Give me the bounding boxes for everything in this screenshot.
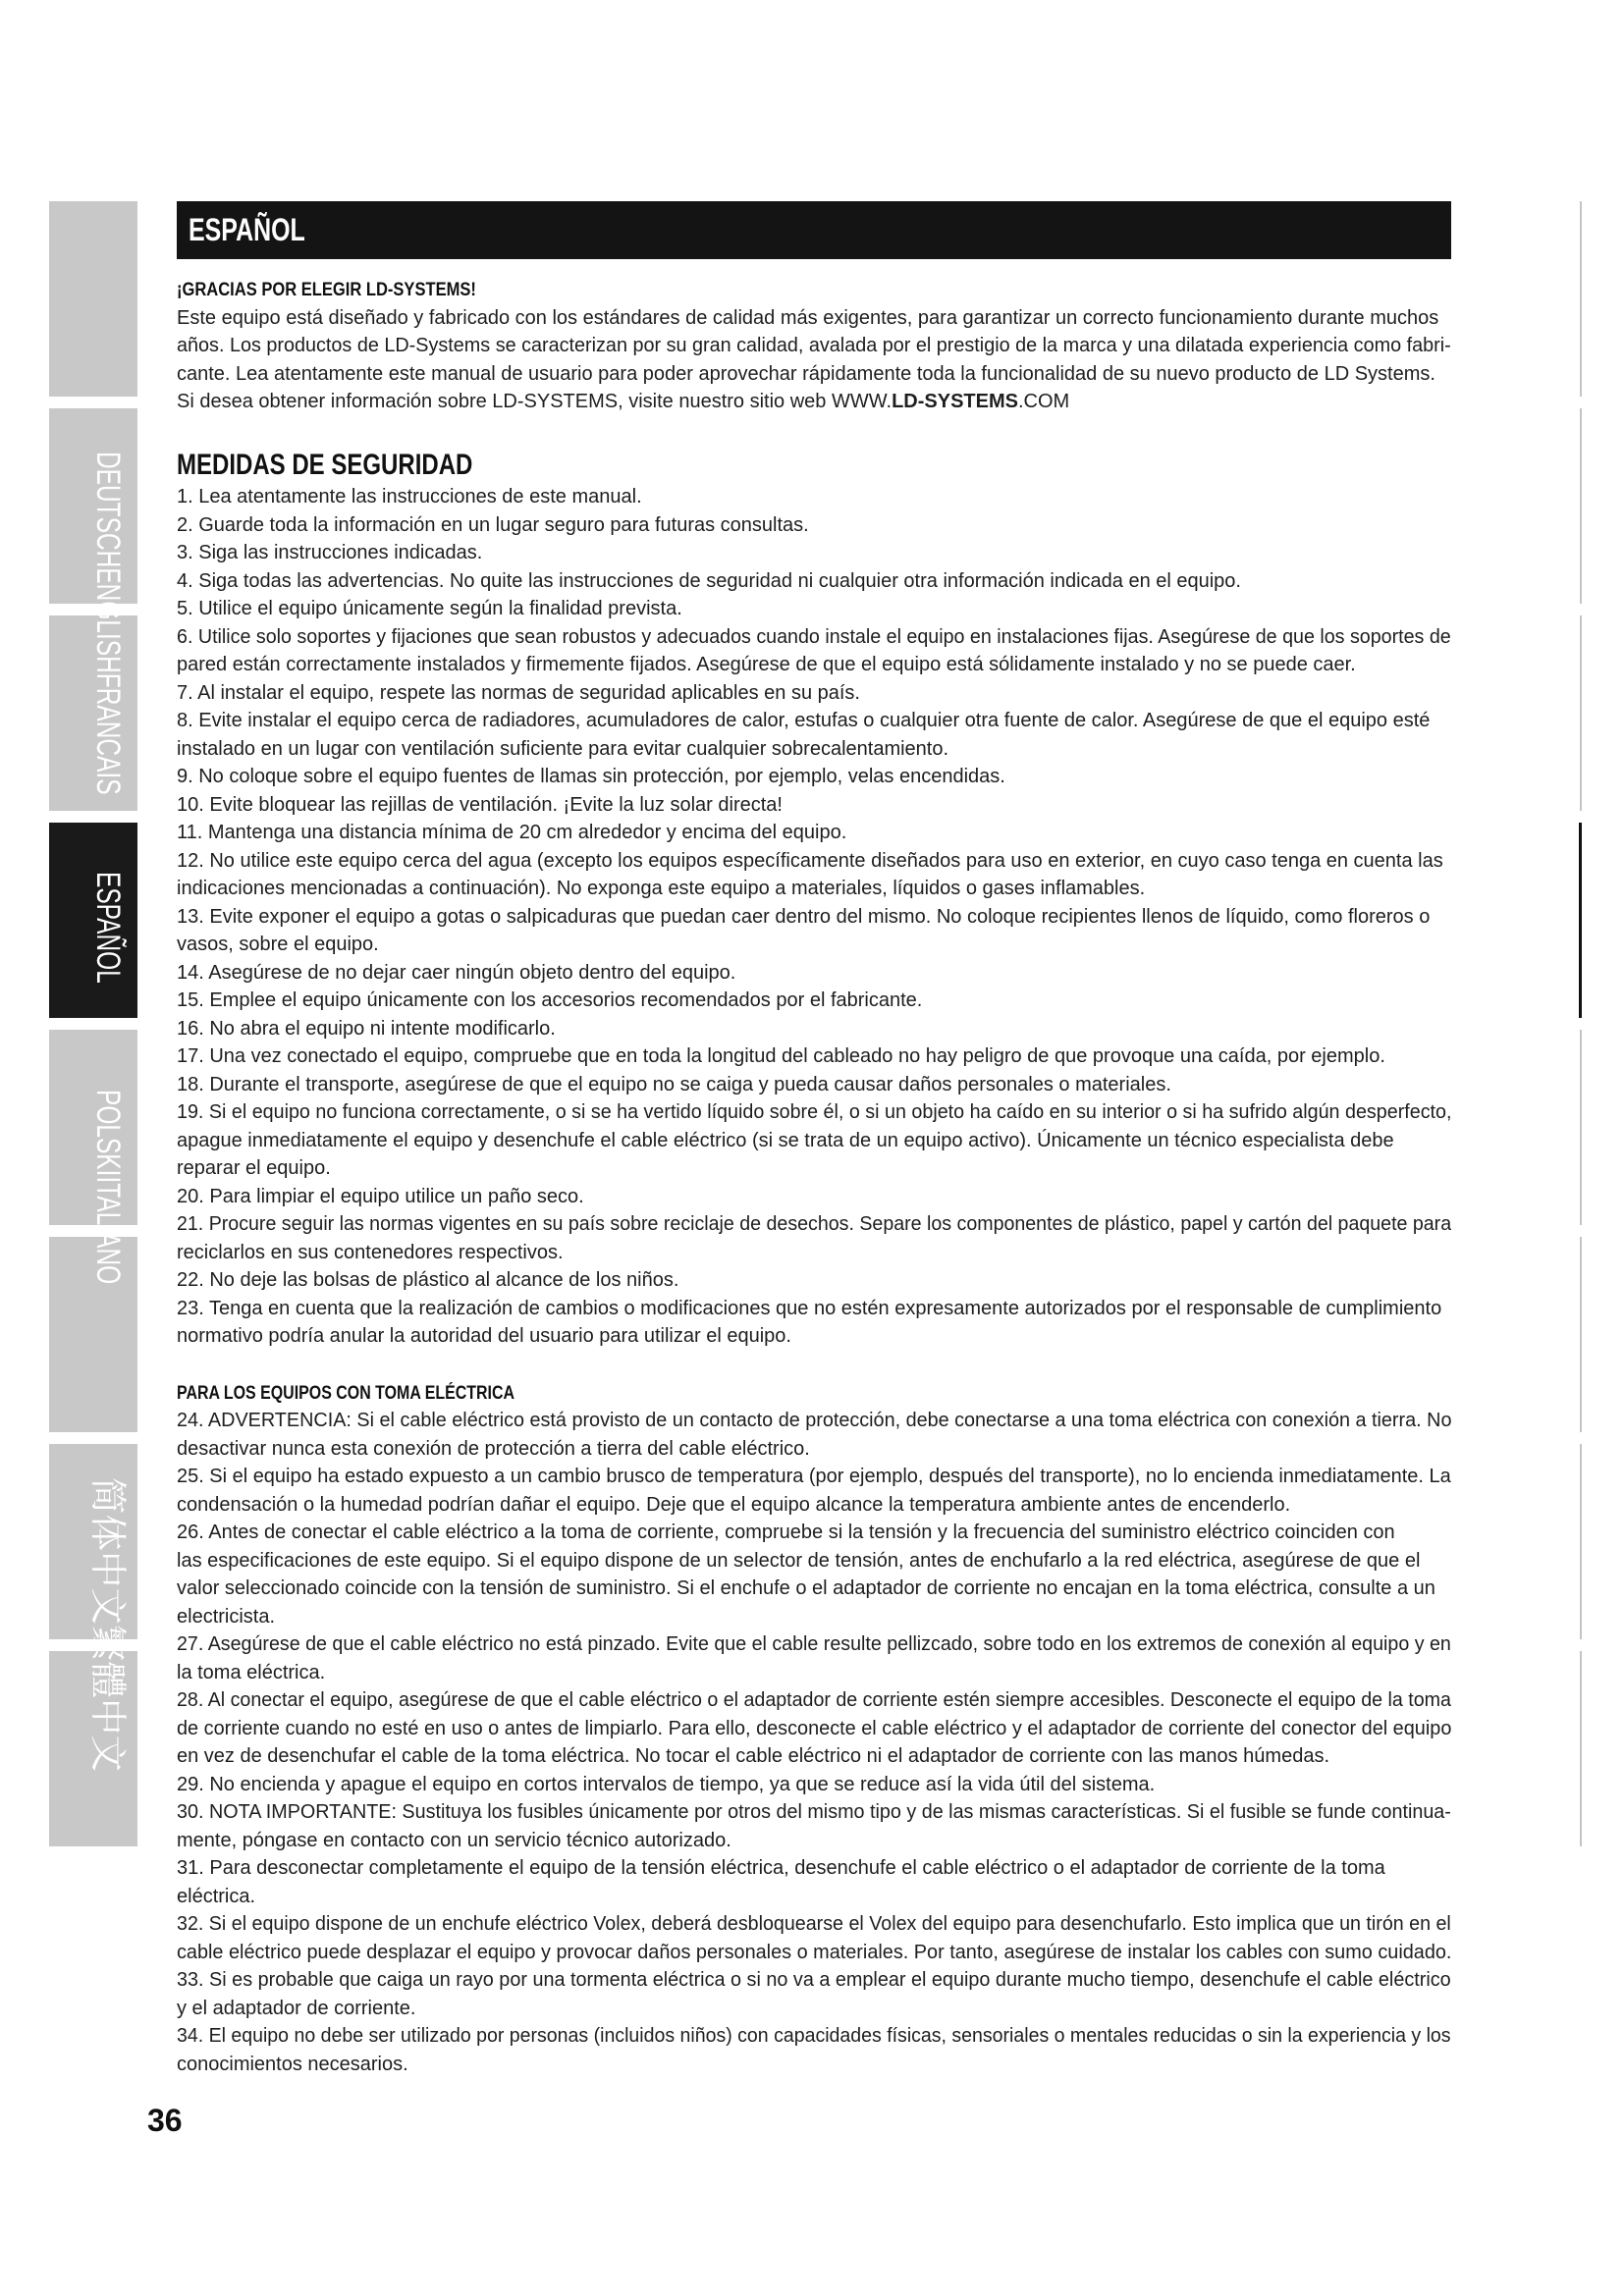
- item-line-text: 28. Al conectar el equipo, asegúrese de que el cable eléctrico o el adaptador de corriente estén siempre accesibles. Desconecte el equipo de la toma: [177, 1689, 1451, 1711]
- item-line-text: de corriente cuando no esté en uso o antes de limpiarlo. Para ello, desconecte el cable eléctrico y el adaptador de corriente del conector del equipo: [177, 1717, 1451, 1739]
- right-edge-marker: [1580, 615, 1582, 811]
- item-line-text: 31. Para desconectar completamente el equipo de la tensión eléctrica, desenchufe el cable eléctrico o el adaptador de corriente de la toma: [177, 1857, 1385, 1879]
- item-line: [177, 2051, 1451, 2079]
- item-line: [177, 1659, 1451, 1687]
- item-line-text: electricista.: [177, 1605, 276, 1628]
- language-label-espanol: ESPAÑOL: [89, 872, 127, 984]
- safety-list: [177, 483, 1451, 1351]
- safety-item-30: [177, 1798, 1451, 1854]
- safety-item-32: [177, 1910, 1451, 1966]
- item-line-text: 14. Asegúrese de no dejar caer ningún objeto dentro del equipo.: [177, 961, 736, 984]
- electrical-safety-list: [177, 1407, 1451, 2078]
- safety-item-24: [177, 1407, 1451, 1463]
- safety-item-22: [177, 1266, 1451, 1295]
- item-line: [177, 623, 1451, 652]
- item-line: [177, 735, 1451, 764]
- safety-item-27: [177, 1630, 1451, 1686]
- item-line-text: 11. Mantenga una distancia mínima de 20 cm alrededor y encima del equipo.: [177, 822, 847, 843]
- website-brand: LD-SYSTEMS: [892, 391, 1018, 412]
- item-line: [177, 903, 1451, 932]
- item-line-text: 22. No deje las bolsas de plástico al alcance de los niños.: [177, 1269, 679, 1291]
- item-line-text: 19. Si el equipo no funciona correctamente, o si se ha vertido líquido sobre él, o si un objeto ha caído en su interior o si ha sufrido algún desperfecto,: [177, 1101, 1451, 1123]
- item-line-text: normativo podría anular la autoridad del usuario para utilizar el equipo.: [177, 1325, 791, 1347]
- safety-item-29: [177, 1771, 1451, 1799]
- item-line-text: condensación o la humedad podrían dañar el equipo. Deje que el equipo alcance la temperatura ambiente antes de encenderlo.: [177, 1493, 1291, 1516]
- safety-item-6: [177, 623, 1451, 679]
- item-line: [177, 1854, 1451, 1883]
- language-label-group: [88, 872, 128, 984]
- safety-heading-line: [177, 448, 1451, 483]
- item-line: [177, 595, 1451, 623]
- page-number: 36: [147, 2103, 183, 2138]
- intro-paragraph-line: [177, 332, 1451, 360]
- item-line-text: cable eléctrico puede desplazar el equipo y provocar daños personales o materiales. Por tanto, asegúrese de instalar los cables con sumo cuidado.: [177, 1941, 1451, 1963]
- language-label-francais: FRANCAIS: [89, 672, 127, 795]
- item-line: [177, 1183, 1451, 1211]
- item-line-text: 17. Una vez conectado el equipo, compruebe que en toda la longitud del cableado no hay peligro de que provoque una caída, por ejemplo.: [177, 1045, 1385, 1067]
- item-line-text: 12. No utilice este equipo cerca del agua (excepto los equipos específicamente diseñados para uso en exterior, en cuyo caso tenga en cuenta las: [177, 849, 1443, 872]
- item-line: [177, 847, 1451, 876]
- item-line-text: vasos, sobre el equipo.: [177, 934, 379, 955]
- item-line: [177, 1798, 1451, 1827]
- item-line-text: indicaciones mencionadas a continuación). No exponga este equipo a materiales, líquidos o gases inflamables.: [177, 878, 1146, 899]
- item-line: [177, 1098, 1451, 1127]
- item-line-text: 16. No abra el equipo ni intente modificarlo.: [177, 1017, 556, 1040]
- item-line-text: y el adaptador de corriente.: [177, 1997, 416, 2019]
- safety-item-3: [177, 539, 1451, 567]
- item-line-text: 6. Utilice solo soportes y fijaciones que sean robustos y adecuados cuando instale el equipo en instalaciones fijas. Asegúrese de que los soportes de: [177, 625, 1451, 648]
- safety-item-33: [177, 1966, 1451, 2022]
- intro-paragraph-line: [177, 360, 1451, 389]
- item-line: [177, 1995, 1451, 2023]
- safety-item-34: [177, 2022, 1451, 2078]
- item-line: [177, 1715, 1451, 1743]
- safety-item-17: [177, 1042, 1451, 1071]
- safety-item-8: [177, 707, 1451, 763]
- safety-item-31: [177, 1854, 1451, 1910]
- item-line-text: 2. Guarde toda la información en un lugar seguro para futuras consultas.: [177, 513, 809, 536]
- item-line-text: 20. Para limpiar el equipo utilice un paño seco.: [177, 1185, 584, 1207]
- intro-paragraph-text: cante. Lea atentamente este manual de usuario para poder aprovechar rápidamente toda la funcionalidad de su nuevo producto de LD Systems.: [177, 362, 1435, 385]
- item-line: [177, 1071, 1451, 1099]
- safety-item-14: [177, 959, 1451, 988]
- item-line: [177, 987, 1451, 1015]
- item-line: [177, 1266, 1451, 1295]
- language-label-traditional-chinese: 繁體中文: [87, 1625, 129, 1772]
- item-line-text: en vez de desenchufar el cable de la toma eléctrica. No tocar el cable eléctrico ni el adaptador de corriente con las manos húmedas.: [177, 1745, 1330, 1767]
- item-line: [177, 1435, 1451, 1464]
- right-edge-marker: [1580, 201, 1582, 397]
- item-line-text: 13. Evite exponer el equipo a gotas o salpicaduras que puedan caer dentro del mismo. No coloque recipientes llenos de líquido, como floreros o: [177, 905, 1431, 928]
- item-line-text: reciclarlos en sus contenedores respectivos.: [177, 1241, 564, 1263]
- item-line-text: apague inmediatamente el equipo y desenchufe el cable eléctrico (si se trata de un equipo activo). Únicamente un técnico especialista debe: [177, 1129, 1394, 1151]
- item-line-text: 26. Antes de conectar el cable eléctrico a la toma de corriente, compruebe si la tensión y la frecuencia del suministro eléctrico coinciden con: [177, 1522, 1395, 1543]
- item-line-text: 10. Evite bloquear las rejillas de ventilación. ¡Evite la luz solar directa!: [177, 793, 783, 816]
- website-prefix: Si desea obtener información sobre LD-SYSTEMS, visite nuestro sitio web WWW.: [177, 391, 893, 412]
- item-line-text: 18. Durante el transporte, asegúrese de que el equipo no se caiga y pueda causar daños personales o materiales.: [177, 1073, 1171, 1095]
- safety-item-5: [177, 595, 1451, 623]
- item-line-text: 8. Evite instalar el equipo cerca de radiadores, acumuladores de calor, estufas o cualquier otra fuente de calor. Asegúrese de que el equipo esté: [177, 710, 1431, 731]
- website-line: [177, 388, 1451, 416]
- language-label-simplified-chinese: 简体中文: [87, 1477, 129, 1625]
- website-suffix: .COM: [1017, 391, 1070, 412]
- item-line: [177, 763, 1451, 791]
- item-line-text: 33. Si es probable que caiga un rayo por una tormenta eléctrica o si no va a emplear el equipo durante mucho tiempo, desenchufe el cable eléctrico: [177, 1969, 1451, 1991]
- electrical-safety-heading-line: [177, 1379, 1451, 1408]
- item-line: [177, 1407, 1451, 1435]
- language-label-group: [88, 1477, 128, 1772]
- item-line: [177, 819, 1451, 847]
- item-line: [177, 1519, 1451, 1547]
- item-line: [177, 1630, 1451, 1659]
- item-line-text: 34. El equipo no debe ser utilizado por personas (incluidos niños) con capacidades físicas, sensoriales o mentales reducidas o sin la experiencia y los: [177, 2025, 1451, 2047]
- item-line-text: 27. Asegúrese de que el cable eléctrico no está pinzado. Evite que el cable resulte pellizcado, sobre todo en los extremos de conexión al equipo y en: [177, 1633, 1451, 1655]
- item-line-text: 21. Procure seguir las normas vigentes en su país sobre reciclaje de desechos. Separe los componentes de plástico, papel y cartón del paquete para: [177, 1213, 1451, 1235]
- item-line: [177, 1295, 1451, 1323]
- safety-item-16: [177, 1015, 1451, 1043]
- safety-item-19: [177, 1098, 1451, 1183]
- item-line-text: 9. No coloque sobre el equipo fuentes de llamas sin protección, por ejemplo, velas encendidas.: [177, 766, 1005, 787]
- right-edge-marker: [1580, 1237, 1582, 1432]
- safety-item-2: [177, 511, 1451, 540]
- item-line-text: valor seleccionado coincide con la tensión de suministro. Si el enchufe o el adaptador de corriente no encajan en la toma eléctrica, consulte a un: [177, 1577, 1435, 1599]
- item-line: [177, 1686, 1451, 1715]
- item-line: [177, 1491, 1451, 1520]
- safety-item-12: [177, 847, 1451, 903]
- safety-heading: MEDIDAS DE SEGURIDAD: [177, 449, 473, 481]
- right-edge-marker: [1580, 1444, 1582, 1639]
- item-line-text: 29. No encienda y apague el equipo en cortos intervalos de tiempo, ya que se reduce así la vida útil del sistema.: [177, 1773, 1156, 1795]
- item-line-text: 32. Si el equipo dispone de un enchufe eléctrico Volex, deberá desbloquearse el Volex del equipo para desenchufarlo. Esto implica que un tirón en el: [177, 1913, 1451, 1935]
- language-label-polski: POLSKI: [89, 1090, 127, 1177]
- section-title: ESPAÑOL: [189, 212, 305, 247]
- safety-item-4: [177, 567, 1451, 596]
- item-line: [177, 1742, 1451, 1771]
- item-line-text: conocimientos necesarios.: [177, 2053, 408, 2075]
- item-line: [177, 791, 1451, 820]
- thanks-heading: ¡GRACIAS POR ELEGIR LD-SYSTEMS!: [177, 280, 476, 300]
- item-line-text: pared están correctamente instalados y firmemente fijados. Asegúrese de que el equipo está sólidamente instalado y no se puede caer.: [177, 654, 1356, 675]
- item-line-text: 3. Siga las instrucciones indicadas.: [177, 542, 483, 563]
- safety-item-7: [177, 679, 1451, 708]
- right-edge-marker: [1580, 1030, 1582, 1225]
- item-line: [177, 1939, 1451, 1967]
- safety-item-11: [177, 819, 1451, 847]
- item-line: [177, 1910, 1451, 1939]
- language-label-english: ENGLISH: [89, 567, 127, 673]
- safety-item-21: [177, 1210, 1451, 1266]
- item-line-text: 1. Lea atentamente las instrucciones de este manual.: [177, 486, 642, 507]
- item-line: [177, 1603, 1451, 1631]
- item-line: [177, 1827, 1451, 1855]
- item-line: [177, 1015, 1451, 1043]
- item-line-text: 30. NOTA IMPORTANTE: Sustituya los fusibles únicamente por otros del mismo tipo y de las mismas características. Si el fusible se funde continua-: [177, 1801, 1451, 1823]
- intro-paragraph-line: [177, 304, 1451, 333]
- safety-item-10: [177, 791, 1451, 820]
- intro-paragraph-text: Este equipo está diseñado y fabricado con los estándares de calidad más exigentes, para garantizar un correcto funcionamiento durante muchos: [177, 306, 1439, 329]
- item-line-text: 4. Siga todas las advertencias. No quite las instrucciones de seguridad ni cualquier otra información indicada en el equipo.: [177, 569, 1241, 592]
- thanks-heading-line: [177, 276, 1451, 304]
- item-line-text: 5. Utilice el equipo únicamente según la finalidad prevista.: [177, 598, 682, 619]
- item-line: [177, 875, 1451, 903]
- item-line: [177, 483, 1451, 511]
- item-line: [177, 931, 1451, 959]
- item-line: [177, 1154, 1451, 1183]
- electrical-safety-heading: PARA LOS EQUIPOS CON TOMA ELÉCTRICA: [177, 1382, 515, 1404]
- safety-item-28: [177, 1686, 1451, 1771]
- item-line: [177, 1575, 1451, 1603]
- section-header-bar: [177, 201, 1451, 259]
- item-line-text: 25. Si el equipo ha estado expuesto a un cambio brusco de temperatura (por ejemplo, después del transporte), no lo encienda inmediatamente. La: [177, 1466, 1451, 1487]
- safety-item-26: [177, 1519, 1451, 1630]
- item-line-text: las especificaciones de este equipo. Si el equipo dispone de un selector de tensión, antes de enchufarlo a la red eléctrica, asegúrese de que el: [177, 1549, 1421, 1572]
- right-edge-marker: [1580, 1651, 1582, 1846]
- language-label-italiano: ITALIANO: [89, 1176, 127, 1285]
- safety-item-1: [177, 483, 1451, 511]
- language-tab: [49, 201, 137, 397]
- item-line: [177, 1210, 1451, 1239]
- safety-item-23: [177, 1295, 1451, 1351]
- item-line-text: instalado en un lugar con ventilación suficiente para evitar cualquier sobrecalentamiento.: [177, 737, 949, 760]
- item-line-text: 24. ADVERTENCIA: Si el cable eléctrico está provisto de un contacto de protección, debe conectarse a una toma eléctrica con conexión a tierra. No: [177, 1410, 1451, 1431]
- item-line: [177, 1547, 1451, 1575]
- item-line-text: 7. Al instalar el equipo, respete las normas de seguridad aplicables en su país.: [177, 681, 860, 704]
- item-line: [177, 707, 1451, 735]
- item-line: [177, 539, 1451, 567]
- safety-item-25: [177, 1463, 1451, 1519]
- language-label-group: [88, 452, 128, 795]
- language-label-group: [88, 1090, 128, 1284]
- safety-item-13: [177, 903, 1451, 959]
- safety-item-15: [177, 987, 1451, 1015]
- item-line: [177, 1463, 1451, 1491]
- right-edge-marker: [1580, 408, 1582, 604]
- item-line: [177, 679, 1451, 708]
- main-content: [177, 276, 1451, 2078]
- item-line: [177, 959, 1451, 988]
- website-text: [177, 388, 1069, 416]
- item-line-text: 15. Emplee el equipo únicamente con los accesorios recomendados por el fabricante.: [177, 989, 923, 1011]
- language-label-deutsch: DEUTSCH: [89, 452, 127, 568]
- item-line-text: reparar el equipo.: [177, 1157, 331, 1179]
- item-line-text: eléctrica.: [177, 1885, 256, 1907]
- item-line-text: la toma eléctrica.: [177, 1661, 326, 1683]
- item-line: [177, 1322, 1451, 1351]
- intro-paragraph-text: años. Los productos de LD-Systems se caracterizan por su gran calidad, avalada por el prestigio de la marca y una dilatada experiencia como fabri-: [177, 335, 1451, 356]
- item-line: [177, 1239, 1451, 1267]
- item-line: [177, 1127, 1451, 1155]
- item-line: [177, 1966, 1451, 1995]
- item-line-text: 23. Tenga en cuenta que la realización de cambios o modificaciones que no estén expresamente autorizados por el responsable de cumplimiento: [177, 1297, 1442, 1319]
- item-line: [177, 567, 1451, 596]
- item-line: [177, 1883, 1451, 1911]
- safety-item-18: [177, 1071, 1451, 1099]
- item-line-text: desactivar nunca esta conexión de protección a tierra del cable eléctrico.: [177, 1437, 810, 1460]
- item-line: [177, 2022, 1451, 2051]
- item-line-text: mente, póngase en contacto con un servicio técnico autorizado.: [177, 1829, 731, 1851]
- item-line: [177, 1042, 1451, 1071]
- right-edge-marker-active: [1579, 823, 1582, 1018]
- safety-item-20: [177, 1183, 1451, 1211]
- item-line: [177, 1771, 1451, 1799]
- item-line: [177, 651, 1451, 679]
- safety-item-9: [177, 763, 1451, 791]
- item-line: [177, 511, 1451, 540]
